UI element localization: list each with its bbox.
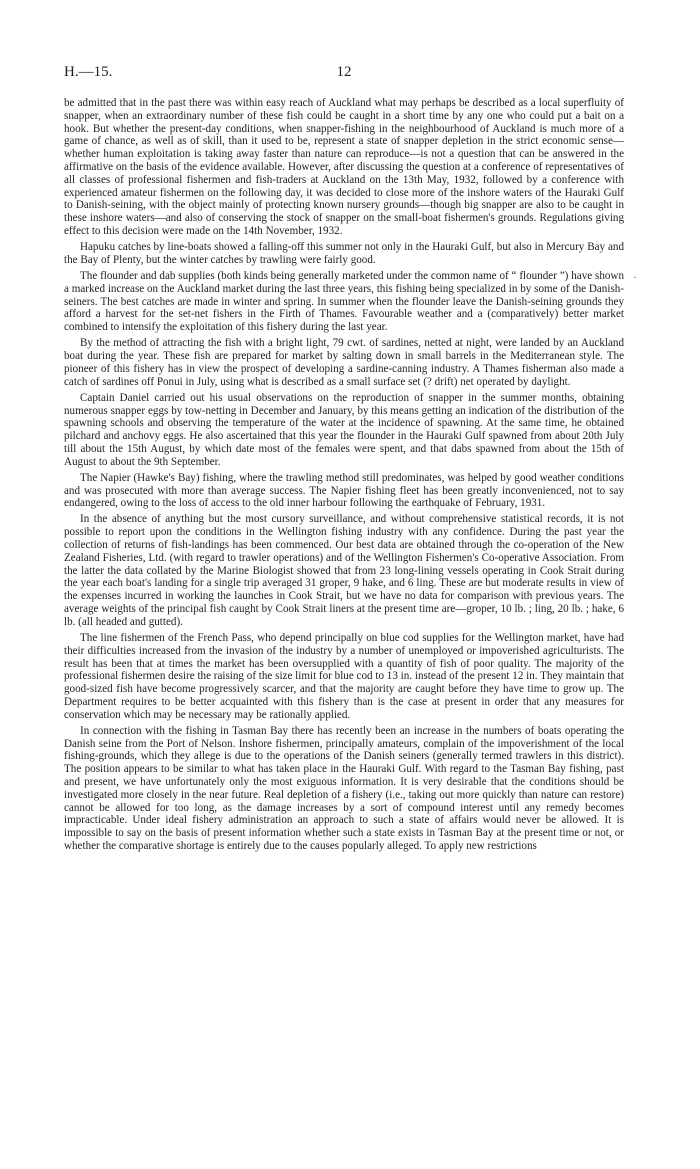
page-number: 12	[336, 64, 352, 80]
margin-mark: ·	[633, 270, 637, 284]
paragraph-snapper-continued: be admitted that in the past there was within easy reach of Auckland what may perhaps be described as a local superfluity of snapper, when an extraordinary number of these fish could be caught in a short time by any one who could put a bait on a hook. But whether the present-day conditions, when snapper-fishing in the neighbourhood of Auckland is much more of a game of chance, as well as of skill, than it used to be, represent a state of snapper depletion in the strict economic sense—whether human exploitation is taking away faster than nature can reproduce—is not a question that can be answered in the affirmative on the basis of the evidence available. However, after discussing the question at a conference of representatives of all classes of professional fishermen and fish-traders at Auckland on the 13th May, 1932, followed by a conference with experienced amateur fishermen on the following day, it was decided to close more of the inshore waters of the Hauraki Gulf to Danish-seining, with the object mainly of protecting known nursery grounds—though big snapper are also to be caught in these inshore waters—and also of conserving the stock of snapper on the small-boat fishermen's grounds. Regulations giving effect to this decision were made on the 14th November, 1932.	[64, 97, 624, 237]
paragraph-captain-daniel: Captain Daniel carried out his usual observations on the reproduction of snapper in the summer months, obtaining numerous snapper eggs by tow-netting in December and January, by this means getting an indication of the distribution of the spawning schools and observing the temperature of the water at the incidence of spawning. At the same time, he obtained pilchard and anchovy eggs. He also ascertained that this year the flounder in the Hauraki Gulf spawned from about 20th July till about the 15th August, by which date most of the females were spent, and that dabs spawned from about the 15th of August to about the 9th September.	[64, 391, 624, 468]
paragraph-wellington: In the absence of anything but the most cursory surveillance, and without comprehensive statistical records, it is not possible to report upon the conditions in the Wellington fishing industry with any confidence. During the past year the collection of returns of fish-landings has been commenced. Our best data are obtained through the co-operation of the New Zealand Fisheries, Ltd. (with regard to trawler operations) and of the Wellington Fishermen's Co-operative Association. From the latter the data collated by the Marine Biologist showed that from 23 long-lining vessels operating in Cook Strait during the year each boat's landing for a single trip averaged 31 groper, 9 hake, and 6 ling. These are but moderate results in view of the expenses incurred in working the launches in Cook Strait, but we have no data for comparison with previous years. The average weights of the principal fish caught by Cook Strait liners at the present time are—groper, 10 lb. ; ling, 20 lb. ; hake, 6 lb. (all headed and gutted).	[64, 513, 624, 628]
paragraph-tasman-bay: In connection with the fishing in Tasman Bay there has recently been an increase in the numbers of boats operating the Danish seine from the Port of Nelson. Inshore fishermen, principally amateurs, complain of the impoverishment of the local fishing-grounds, which they allege is due to the operations of the Danish seiners (generally termed trawlers in this district). The position appears to be similar to what has taken place in the Hauraki Gulf. With regard to the Tasman Bay fishing, past and present, we have unfortunately only the most exiguous information. It is very desirable that the conditions should be investigated more closely in the near future. Real depletion of a fishery (i.e., taking out more quickly than nature can restore) cannot be allowed for too long, as the damage increases by a sort of compound interest until any remedy becomes impracticable. Under ideal fishery administration an approach to such a state of affairs would never be allowed. It is impossible to say on the basis of present information whether such a state exists in Tasman Bay at the present time or not, or whether the comparative shortage is entirely due to the causes popularly alleged. To apply new restrictions	[64, 724, 624, 852]
document-id: H.—15.	[64, 64, 113, 80]
page-header	[64, 64, 624, 84]
body-text	[64, 97, 624, 856]
paragraph-sardines: By the method of attracting the fish with a bright light, 79 cwt. of sardines, netted at night, were landed by an Auckland boat during the year. These fish are prepared for market by salting down in small barrels in the Mediterranean style. The pioneer of this fishery has in view the prospect of developing a sardine-canning industry. A Thames fisherman also made a catch of sardines off Ponui in July, using what is described as a small surface set (? drift) net operated by daylight.	[64, 337, 624, 388]
paragraph-flounder: The flounder and dab supplies (both kinds being generally marketed under the common name of “ flounder ”) have shown a marked increase on the Auckland market during the last three years, this fishing being specialized in by some of the Danish-seiners. The best catches are made in winter and spring. In summer when the flounder leave the Danish-seining grounds they afford a harvest for the set-net fishers in the Firth of Thames. Favourable weather and a (comparatively) better market combined to intensify the exploitation of this fishery during the last year.	[64, 269, 624, 334]
paragraph-hapuku: Hapuku catches by line-boats showed a falling-off this summer not only in the Hauraki Gulf, but also in Mercury Bay and the Bay of Plenty, but the winter catches by trawling were fairly good.	[64, 241, 624, 266]
paragraph-french-pass: The line fishermen of the French Pass, who depend principally on blue cod supplies for the Wellington market, have had their difficulties increased from the invasion of the industry by a number of unemployed or impoverished agriculturists. The result has been that at times the market has been oversupplied with a quantity of fish of poor quality. The majority of the professional fishermen desire the raising of the size limit for blue cod to 13 in. instead of the present 12 in. They maintain that good-sized fish have become progressively scarcer, and that the majority are caught before they have time to grow up. The Department requires to be better acquainted with this fishery than is the case at present in order that any measures for conservation which may be necessary may be rationally applied.	[64, 631, 624, 721]
paragraph-napier: The Napier (Hawke's Bay) fishing, where the trawling method still predominates, was helped by good weather conditions and was prosecuted with more than average success. The Napier fishing fleet has been greatly inconvenienced, not to say endangered, owing to the loss of access to the old inner harbour following the earthquake of February, 1931.	[64, 471, 624, 510]
